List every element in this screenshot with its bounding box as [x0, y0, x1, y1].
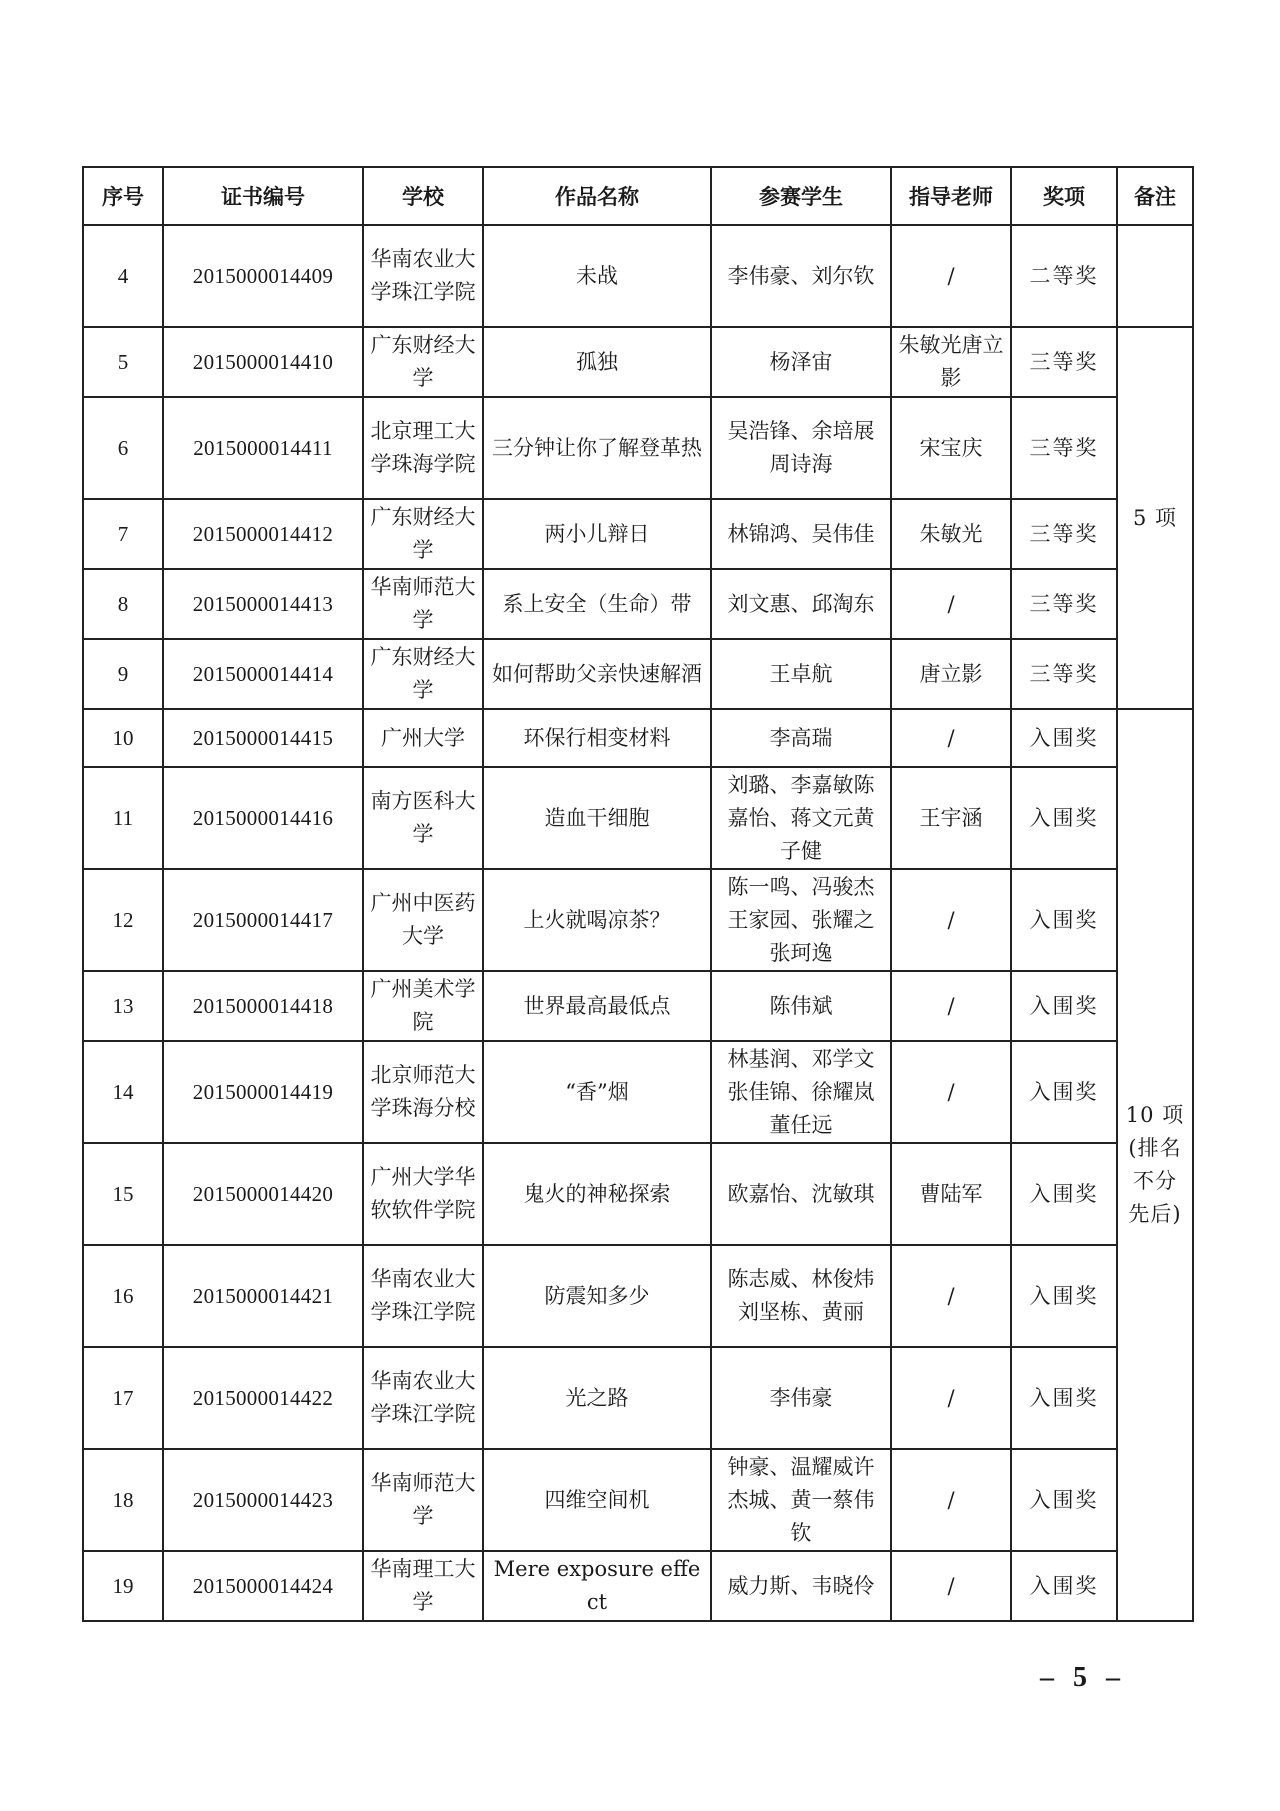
row-school: 广东财经大学 [363, 327, 483, 397]
row-prize: 入围奖 [1011, 869, 1117, 971]
awards-table-page [82, 166, 1192, 1622]
awards-table [82, 166, 1194, 1622]
row-serial: 13 [83, 971, 163, 1041]
row-work-title: “香”烟 [483, 1041, 711, 1143]
row-serial: 19 [83, 1551, 163, 1621]
row-students: 陈志威、林俊炜刘坚栋、黄丽 [711, 1245, 891, 1347]
table-row [83, 709, 1193, 767]
row-teacher: / [891, 869, 1011, 971]
row-work-title: 系上安全（生命）带 [483, 569, 711, 639]
row-teacher: 唐立影 [891, 639, 1011, 709]
row-prize: 三等奖 [1011, 569, 1117, 639]
row-teacher: 宋宝庆 [891, 397, 1011, 499]
row-cert-no: 2015000014412 [163, 499, 363, 569]
row-work-title: 造血干细胞 [483, 767, 711, 869]
row-cert-no: 2015000014418 [163, 971, 363, 1041]
row-prize: 入围奖 [1011, 1449, 1117, 1551]
row-cert-no: 2015000014410 [163, 327, 363, 397]
table-row [83, 1245, 1193, 1347]
row-prize: 入围奖 [1011, 1041, 1117, 1143]
table-row [83, 1347, 1193, 1449]
header-school: 学校 [363, 167, 483, 225]
table-row [83, 397, 1193, 499]
row-work-title: 鬼火的神秘探索 [483, 1143, 711, 1245]
row-students: 林锦鸿、吴伟佳 [711, 499, 891, 569]
row-school: 南方医科大学 [363, 767, 483, 869]
row-teacher: / [891, 1347, 1011, 1449]
row-prize: 三等奖 [1011, 639, 1117, 709]
row-school: 北京师范大学珠海分校 [363, 1041, 483, 1143]
header-work-title: 作品名称 [483, 167, 711, 225]
row-cert-no: 2015000014423 [163, 1449, 363, 1551]
row-prize: 入围奖 [1011, 767, 1117, 869]
row-cert-no: 2015000014419 [163, 1041, 363, 1143]
row-work-title: Mere exposure effect [483, 1551, 711, 1621]
row-prize: 入围奖 [1011, 971, 1117, 1041]
row-teacher: 朱敏光唐立影 [891, 327, 1011, 397]
row-school: 广东财经大学 [363, 499, 483, 569]
table-row [83, 327, 1193, 397]
table-row [83, 225, 1193, 327]
row-prize: 入围奖 [1011, 1245, 1117, 1347]
row-students: 欧嘉怡、沈敏琪 [711, 1143, 891, 1245]
row-school: 华南农业大学珠江学院 [363, 1245, 483, 1347]
row-cert-no: 2015000014422 [163, 1347, 363, 1449]
row-work-title: 如何帮助父亲快速解酒 [483, 639, 711, 709]
row-prize: 入围奖 [1011, 1347, 1117, 1449]
row-school: 广东财经大学 [363, 639, 483, 709]
row-students: 李伟豪 [711, 1347, 891, 1449]
table-row [83, 1041, 1193, 1143]
row-serial: 18 [83, 1449, 163, 1551]
row-students: 陈伟斌 [711, 971, 891, 1041]
row-serial: 4 [83, 225, 163, 327]
row-students: 吴浩锋、余培展周诗海 [711, 397, 891, 499]
row-teacher: / [891, 1551, 1011, 1621]
row-work-title: 世界最高最低点 [483, 971, 711, 1041]
row-prize: 三等奖 [1011, 397, 1117, 499]
row-school: 广州大学 [363, 709, 483, 767]
table-header-row [83, 167, 1193, 225]
row-school: 华南师范大学 [363, 1449, 483, 1551]
row-students: 李伟豪、刘尔钦 [711, 225, 891, 327]
table-row [83, 1551, 1193, 1621]
row-students: 林基润、邓学文张佳锦、徐耀岚董任远 [711, 1041, 891, 1143]
row-cert-no: 2015000014417 [163, 869, 363, 971]
row-school: 华南理工大学 [363, 1551, 483, 1621]
row-work-title: 上火就喝凉茶？ [483, 869, 711, 971]
row-teacher: 曹陆军 [891, 1143, 1011, 1245]
row-serial: 8 [83, 569, 163, 639]
header-remarks: 备注 [1117, 167, 1193, 225]
row-teacher: / [891, 1245, 1011, 1347]
row-students: 王卓航 [711, 639, 891, 709]
row-prize: 入围奖 [1011, 1551, 1117, 1621]
table-row [83, 767, 1193, 869]
row-work-title: 光之路 [483, 1347, 711, 1449]
row-serial: 5 [83, 327, 163, 397]
row-prize: 三等奖 [1011, 499, 1117, 569]
row-serial: 11 [83, 767, 163, 869]
row-students: 刘文惠、邱淘东 [711, 569, 891, 639]
row-prize: 二等奖 [1011, 225, 1117, 327]
header-serial: 序号 [83, 167, 163, 225]
row-students: 陈一鸣、冯骏杰王家园、张耀之张珂逸 [711, 869, 891, 971]
row-teacher: / [891, 1449, 1011, 1551]
row-teacher: / [891, 569, 1011, 639]
row-serial: 12 [83, 869, 163, 971]
header-prize: 奖项 [1011, 167, 1117, 225]
row-work-title: 三分钟让你了解登革热 [483, 397, 711, 499]
row-school: 广州美术学院 [363, 971, 483, 1041]
row-cert-no: 2015000014409 [163, 225, 363, 327]
row-students: 杨泽宙 [711, 327, 891, 397]
row-cert-no: 2015000014424 [163, 1551, 363, 1621]
row-serial: 10 [83, 709, 163, 767]
row-cert-no: 2015000014413 [163, 569, 363, 639]
row-serial: 17 [83, 1347, 163, 1449]
remarks-group-third-prize: 5 项 [1117, 327, 1193, 709]
row-serial: 16 [83, 1245, 163, 1347]
row-cert-no: 2015000014411 [163, 397, 363, 499]
header-students: 参赛学生 [711, 167, 891, 225]
row-cert-no: 2015000014420 [163, 1143, 363, 1245]
row-work-title: 环保行相变材料 [483, 709, 711, 767]
table-row [83, 1449, 1193, 1551]
row-school: 华南农业大学珠江学院 [363, 225, 483, 327]
row-work-title: 防震知多少 [483, 1245, 711, 1347]
header-teacher: 指导老师 [891, 167, 1011, 225]
table-row [83, 971, 1193, 1041]
row-work-title: 孤独 [483, 327, 711, 397]
row-teacher: / [891, 1041, 1011, 1143]
row-teacher: 王宇涵 [891, 767, 1011, 869]
row-school: 广州大学华软软件学院 [363, 1143, 483, 1245]
table-row [83, 1143, 1193, 1245]
row-school: 北京理工大学珠海学院 [363, 397, 483, 499]
row-work-title: 四维空间机 [483, 1449, 711, 1551]
row-cert-no: 2015000014421 [163, 1245, 363, 1347]
table-row [83, 569, 1193, 639]
row-school: 华南农业大学珠江学院 [363, 1347, 483, 1449]
row-serial: 15 [83, 1143, 163, 1245]
row-students: 李高瑞 [711, 709, 891, 767]
row-school: 广州中医药大学 [363, 869, 483, 971]
row-cert-no: 2015000014416 [163, 767, 363, 869]
row-prize: 入围奖 [1011, 1143, 1117, 1245]
row-teacher: / [891, 971, 1011, 1041]
table-row [83, 869, 1193, 971]
row-serial: 6 [83, 397, 163, 499]
row-prize: 入围奖 [1011, 709, 1117, 767]
table-row [83, 499, 1193, 569]
page-number: – 5 – [1040, 1662, 1126, 1693]
header-cert-no: 证书编号 [163, 167, 363, 225]
row-work-title: 两小儿辩日 [483, 499, 711, 569]
row-work-title: 未战 [483, 225, 711, 327]
row-cert-no: 2015000014414 [163, 639, 363, 709]
row-serial: 9 [83, 639, 163, 709]
row-cert-no: 2015000014415 [163, 709, 363, 767]
table-row [83, 639, 1193, 709]
row-serial: 14 [83, 1041, 163, 1143]
row-serial: 7 [83, 499, 163, 569]
row-prize: 三等奖 [1011, 327, 1117, 397]
row-students: 刘璐、李嘉敏陈嘉怡、蒋文元黄子健 [711, 767, 891, 869]
row-students: 威力斯、韦晓伶 [711, 1551, 891, 1621]
row-teacher: / [891, 709, 1011, 767]
row-school: 华南师范大学 [363, 569, 483, 639]
row-students: 钟豪、温耀威许杰城、黄一蔡伟钦 [711, 1449, 891, 1551]
remarks-group-finalist: 10 项(排名不分先后) [1117, 709, 1193, 1621]
remarks-empty [1117, 225, 1193, 327]
row-teacher: / [891, 225, 1011, 327]
row-teacher: 朱敏光 [891, 499, 1011, 569]
